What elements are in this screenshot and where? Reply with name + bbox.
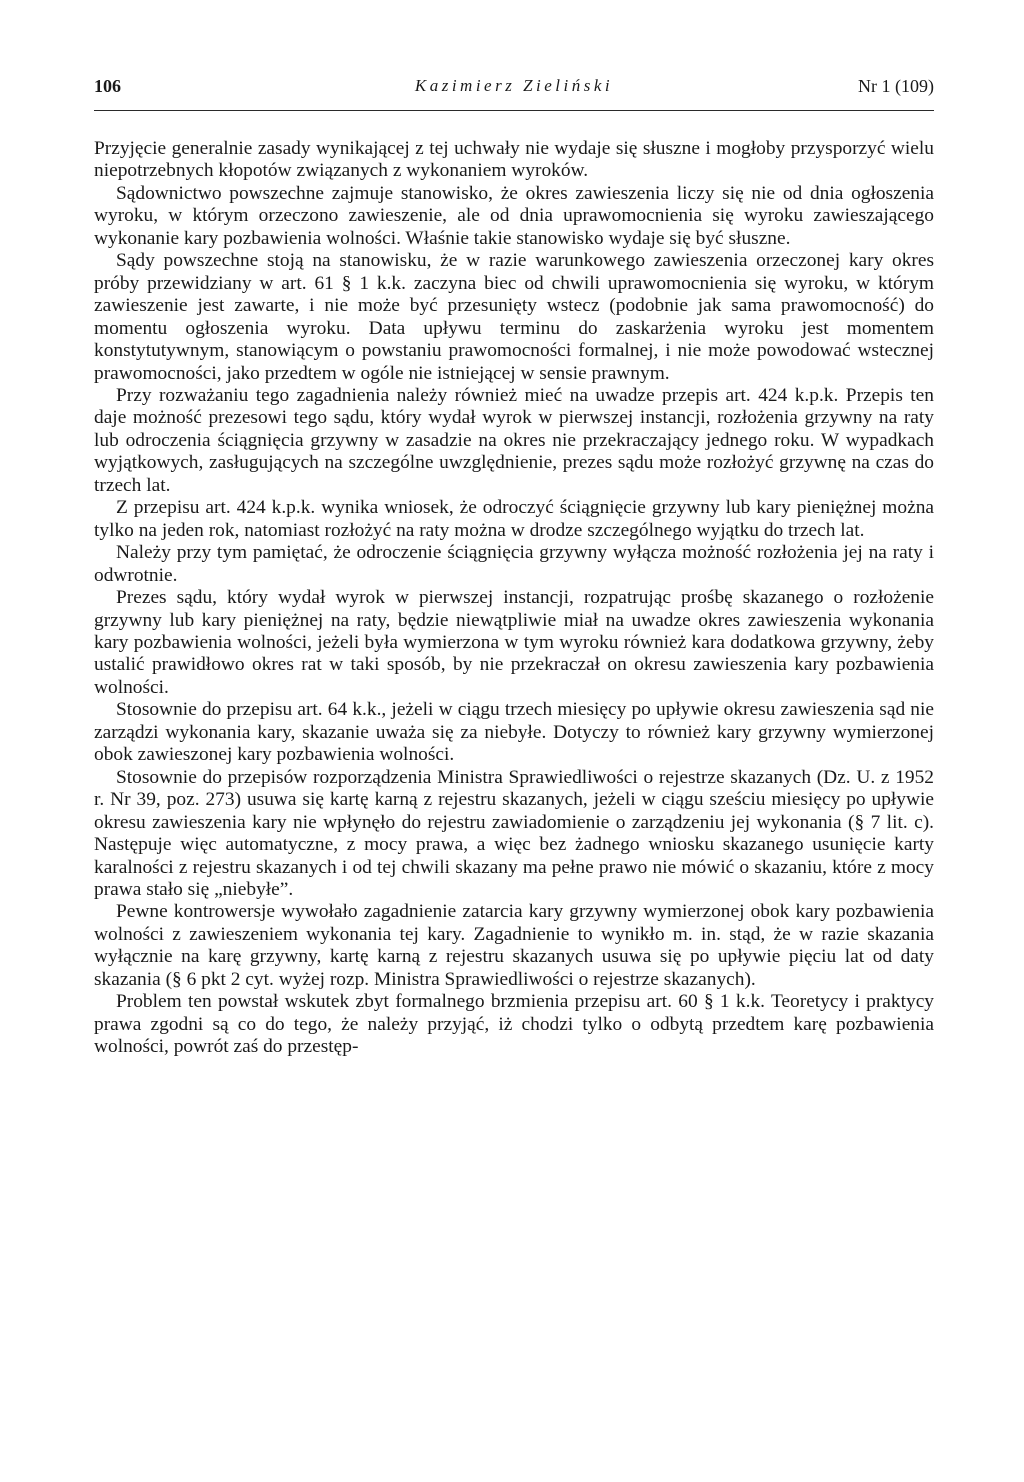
paragraph: Stosownie do przepisów rozporządzenia Ministra Sprawiedliwości o rejestrze skazanych (Dz. U. z 1952 r. Nr 39, poz. 273) usuwa się kartę karną z rejestru skazanych, jeżeli w ciągu sześciu miesięcy po upływie okresu zawieszenia kary nie wpłynęło do rejestru zawiadomienie o zarządzeniu jej wykonania (§ 7 lit. c). Następuje więc automatyczne, z mocy prawa, a więc bez żadnego wniosku skazanego usunięcie karty karalności z rejestru skazanych i od tej chwili skazany ma pełne prawo nie mówić o skazaniu, które z mocy prawa stało się „niebyłe”.: [94, 766, 934, 900]
paragraph: Pewne kontrowersje wywołało zagadnienie zatarcia kary grzywny wymierzonej obok kary pozbawienia wolności z zawieszeniem wykonania tej kary. Zagadnienie to wynikło m. in. stąd, że w razie skazania wyłącznie na karę grzywny, kartę karną z rejestru skazanych usuwa się po upływie pięciu lat od daty skazania (§ 6 pkt 2 cyt. wyżej rozp. Ministra Sprawiedliwości o rejestrze skazanych).: [94, 901, 934, 990]
page-number: 106: [94, 76, 121, 96]
article-body: [94, 138, 934, 1059]
issue-number: Nr 1 (109): [858, 76, 934, 96]
paragraph: Sądy powszechne stoją na stanowisku, że w razie warunkowego zawieszenia orzeczonej kary okres próby przewidziany w art. 61 § 1 k.k. zaczyna biec od chwili uprawomocnienia się wyroku, w którym zawieszenie jest zawarte, i nie może być przesunięty wstecz (podobnie jak sama prawomocność) do momentu ogłoszenia wyroku. Data upływu terminu do zaskarżenia wyroku jest momentem konstytutywnym, stanowiącym o powstaniu prawomocności formalnej, i nie może powodować wstecznej prawomocności, jako przedtem w ogóle nie istniejącej w sensie prawnym.: [94, 250, 934, 384]
author-name: Kazimierz Zieliński: [414, 76, 614, 95]
paragraph: Sądownictwo powszechne zajmuje stanowisko, że okres zawieszenia liczy się nie od dnia ogłoszenia wyroku, w którym orzeczono zawieszenie, ale od dnia uprawomocnienia się wyroku zawieszającego wykonanie kary pozbawienia wolności. Właśnie takie stanowisko wydaje się być słuszne.: [94, 182, 934, 249]
running-header: [94, 70, 934, 111]
paragraph: Przyjęcie generalnie zasady wynikającej z tej uchwały nie wydaje się słuszne i mogłoby przysporzyć wielu niepotrzebnych kłopotów związanych z wykonaniem wyroków.: [94, 138, 934, 182]
paragraph: Należy przy tym pamiętać, że odroczenie ściągnięcia grzywny wyłącza możność rozłożenia jej na raty i odwrotnie.: [94, 542, 934, 586]
paragraph: Prezes sądu, który wydał wyrok w pierwszej instancji, rozpatrując prośbę skazanego o rozłożenie grzywny lub kary pieniężnej na raty, będzie niewątpliwie miał na uwadze okres zawieszenia wykonania kary pozbawienia wolności, jeżeli była wymierzona w tym wyroku również kara dodatkowa grzywny, żeby ustalić prawidłowo okres rat w taki sposób, by nie przekraczał on okresu zawieszenia kary pozbawienia wolności.: [94, 587, 934, 698]
paragraph: Przy rozważaniu tego zagadnienia należy również mieć na uwadze przepis art. 424 k.p.k. Przepis ten daje możność prezesowi tego sądu, który wydał wyrok w pierwszej instancji, rozłożenia grzywny na raty lub odroczenia ściągnięcia grzywny w zasadzie na okres nie przekraczający jednego roku. W wypadkach wyjątkowych, zasługujących na szczególne uwzględnienie, prezes sądu może rozłożyć grzywnę na czas do trzech lat.: [94, 384, 934, 496]
paragraph: Stosownie do przepisu art. 64 k.k., jeżeli w ciągu trzech miesięcy po upływie okresu zawieszenia sąd nie zarządzi wykonania kary, skazanie uważa się za niebyłe. Dotyczy to również kary grzywny wymierzonej obok zawieszonej kary pozbawienia wolności.: [94, 699, 934, 766]
paragraph: Z przepisu art. 424 k.p.k. wynika wniosek, że odroczyć ściągnięcie grzywny lub kary pieniężnej można tylko na jeden rok, natomiast rozłożyć na raty można w drodze szczególnego wyjątku do trzech lat.: [94, 497, 934, 541]
paragraph: Problem ten powstał wskutek zbyt formalnego brzmienia przepisu art. 60 § 1 k.k. Teoretycy i praktycy prawa zgodni są co do tego, że należy przyjąć, iż chodzi tylko o odbytą przedtem karę pozbawienia wolności, powrót zaś do przestęp-: [94, 991, 934, 1058]
